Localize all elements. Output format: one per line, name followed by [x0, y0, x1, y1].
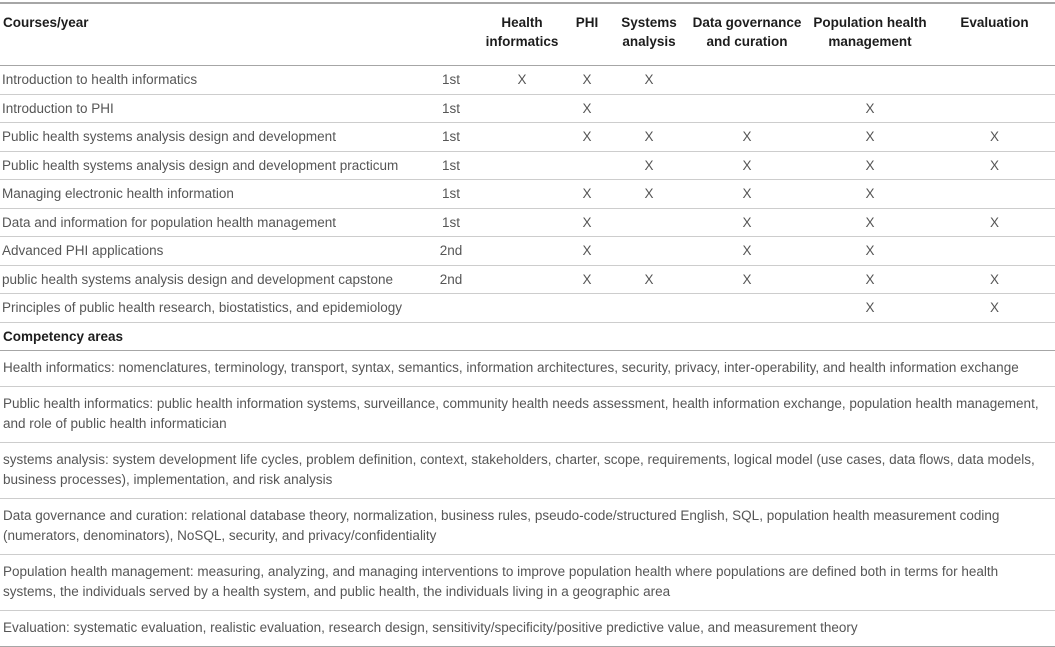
- competency-mark-empty: [610, 237, 688, 266]
- competency-mark-empty: [480, 123, 564, 152]
- course-name: Public health systems analysis design and development practicum: [0, 151, 422, 180]
- competency-description-row: [0, 555, 1055, 611]
- competency-mark-empty: [934, 94, 1055, 123]
- competency-mark-empty: [934, 237, 1055, 266]
- competency-mark-empty: [480, 94, 564, 123]
- course-year: [422, 294, 480, 323]
- competency-mark: X: [564, 208, 610, 237]
- course-name: Advanced PHI applications: [0, 237, 422, 266]
- competency-description-row: [0, 499, 1055, 555]
- competency-mark: X: [480, 66, 564, 95]
- course-name: Data and information for population health management: [0, 208, 422, 237]
- course-name: Principles of public health research, biostatistics, and epidemiology: [0, 294, 422, 323]
- column-header-5: Population health management: [806, 3, 934, 66]
- competency-section-header-row: [0, 322, 1055, 351]
- course-row: [0, 94, 1055, 123]
- competency-mark: X: [806, 151, 934, 180]
- course-name: public health systems analysis design and development capstone: [0, 265, 422, 294]
- competency-mark-empty: [610, 94, 688, 123]
- course-row: [0, 180, 1055, 209]
- competency-description: systems analysis: system development life cycles, problem definition, context, stakeholders, charter, scope, requirements, logical model (use cases, data flows, data models, business processes), implementation, and risk analysis: [0, 443, 1055, 499]
- competency-mark-empty: [688, 294, 806, 323]
- competency-mark: X: [688, 265, 806, 294]
- course-row: [0, 151, 1055, 180]
- competency-mark: X: [610, 151, 688, 180]
- competency-section: [0, 322, 1055, 647]
- course-year: 2nd: [422, 237, 480, 266]
- course-year: 1st: [422, 123, 480, 152]
- column-header-4: Data governance and curation: [688, 3, 806, 66]
- column-header-2: PHI: [564, 3, 610, 66]
- competency-mark: X: [610, 123, 688, 152]
- competency-mark-empty: [480, 237, 564, 266]
- courses-year-header: Courses/year: [0, 3, 480, 66]
- competency-mark-empty: [564, 151, 610, 180]
- competency-mark: X: [806, 123, 934, 152]
- course-row: [0, 294, 1055, 323]
- course-row: [0, 208, 1055, 237]
- competency-description-row: [0, 351, 1055, 387]
- course-row: [0, 265, 1055, 294]
- competency-mark: X: [806, 94, 934, 123]
- course-year: 1st: [422, 66, 480, 95]
- competency-mark: X: [610, 66, 688, 95]
- competency-mark-empty: [688, 94, 806, 123]
- competency-mark-empty: [610, 294, 688, 323]
- competency-mark: X: [688, 123, 806, 152]
- course-row: [0, 123, 1055, 152]
- competency-mark-empty: [480, 265, 564, 294]
- course-year: 1st: [422, 208, 480, 237]
- competency-mark: X: [934, 294, 1055, 323]
- course-rows: [0, 66, 1055, 323]
- competency-mark: X: [564, 265, 610, 294]
- competency-areas-heading: Competency areas: [0, 322, 1055, 351]
- competency-mark: X: [610, 265, 688, 294]
- competency-mark: X: [934, 151, 1055, 180]
- course-year: 1st: [422, 151, 480, 180]
- competency-mark: X: [934, 265, 1055, 294]
- competency-mark: X: [688, 180, 806, 209]
- competency-mark: X: [688, 208, 806, 237]
- competency-mark: X: [806, 237, 934, 266]
- competency-mark: X: [806, 180, 934, 209]
- competency-mark: X: [934, 208, 1055, 237]
- competency-description: Public health informatics: public health information systems, surveillance, community health needs assessment, health information exchange, population health management, and role of public health informatician: [0, 387, 1055, 443]
- competency-mark: X: [806, 265, 934, 294]
- course-name: Managing electronic health information: [0, 180, 422, 209]
- competency-mark: X: [610, 180, 688, 209]
- competency-mark: X: [564, 180, 610, 209]
- competency-mark-empty: [934, 66, 1055, 95]
- competency-description-row: [0, 611, 1055, 647]
- competency-mark-empty: [480, 151, 564, 180]
- competency-mark: X: [806, 208, 934, 237]
- competency-mark: X: [688, 237, 806, 266]
- course-row: [0, 66, 1055, 95]
- competency-mark-empty: [480, 180, 564, 209]
- course-year: 1st: [422, 94, 480, 123]
- competency-mark: X: [934, 123, 1055, 152]
- competency-mark: X: [564, 66, 610, 95]
- column-header-3: Systems analysis: [610, 3, 688, 66]
- course-name: Introduction to PHI: [0, 94, 422, 123]
- column-header-1: Health informatics: [480, 3, 564, 66]
- competency-mark-empty: [480, 208, 564, 237]
- competency-description: Health informatics: nomenclatures, terminology, transport, syntax, semantics, information architectures, security, privacy, inter-operability, and health information exchange: [0, 351, 1055, 387]
- competency-matrix-table: [0, 2, 1055, 647]
- table-header: [0, 3, 1055, 66]
- competency-description-row: [0, 387, 1055, 443]
- competency-mark-empty: [610, 208, 688, 237]
- competency-mark: X: [688, 151, 806, 180]
- course-name: Public health systems analysis design and development: [0, 123, 422, 152]
- competency-mark: X: [806, 294, 934, 323]
- course-year: 1st: [422, 180, 480, 209]
- competency-description: Population health management: measuring, analyzing, and managing interventions to improve population health where populations are defined both in terms for health systems, the individuals served by a health system, and public health, the individuals living in a geographic area: [0, 555, 1055, 611]
- competency-mark-empty: [564, 294, 610, 323]
- competency-mark-empty: [688, 66, 806, 95]
- column-header-6: Evaluation: [934, 3, 1055, 66]
- competency-description: Data governance and curation: relational database theory, normalization, business rules, pseudo-code/structured English, SQL, population health measurement coding (numerators, denominators), NoSQL, security, and privacy/confidentiality: [0, 499, 1055, 555]
- table-header-row: [0, 3, 1055, 66]
- competency-description: Evaluation: systematic evaluation, realistic evaluation, research design, sensitivity/specificity/positive predictive value, and measurement theory: [0, 611, 1055, 647]
- competency-mark-empty: [934, 180, 1055, 209]
- competency-mark-empty: [480, 294, 564, 323]
- course-name: Introduction to health informatics: [0, 66, 422, 95]
- competency-mark: X: [564, 94, 610, 123]
- course-row: [0, 237, 1055, 266]
- competency-mark-empty: [806, 66, 934, 95]
- course-year: 2nd: [422, 265, 480, 294]
- competency-mark: X: [564, 123, 610, 152]
- competency-mark: X: [564, 237, 610, 266]
- competency-description-row: [0, 443, 1055, 499]
